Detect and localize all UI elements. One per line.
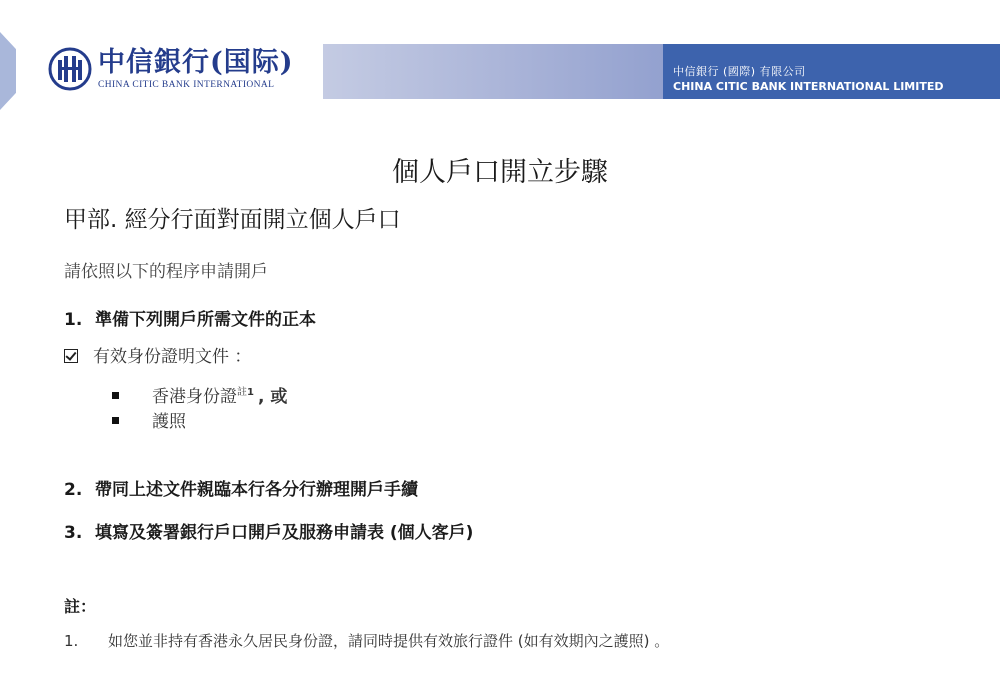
left-edge-tab [0,32,16,110]
step-number: 1. [64,310,83,330]
step-text: 帶同上述文件親臨本行各分行辦理開戶手續 [95,480,418,500]
bank-logo [48,47,294,91]
footnote-number: 1 [247,387,254,398]
step-2 [64,478,418,502]
step-1 [64,308,316,332]
step-number: 2. [64,480,83,500]
company-name-en: CHINA CITIC BANK INTERNATIONAL LIMITED [673,80,944,93]
list-item-text: 香港身份證 [152,387,237,407]
logo-chinese-name: 中信銀行(国际) [98,46,294,78]
step-text: 填寫及簽署銀行戶口開戶及服務申請表 (個人客戶) [95,523,474,543]
list-item-text: 護照 [152,412,186,432]
note-text: 如您並非持有香港永久居民身份證，請同時提供有效旅行證件 (如有效期內之護照) 。 [108,632,670,650]
step-3 [64,521,473,545]
step-text: 準備下列開戶所需文件的正本 [95,310,316,330]
list-item-suffix: , 或 [257,387,288,407]
checklist-label: 有效身份證明文件 ： [93,347,252,367]
step-number: 3. [64,523,83,543]
list-item-hkid [112,381,287,409]
page-title: 個人戶口開立步驟 [392,157,608,188]
note-item [64,630,669,652]
checklist-heading [64,345,251,369]
intro-text: 請依照以下的程序申請開戶 [64,262,268,282]
note-number: 1. [64,632,79,650]
notes-label: 註： [64,597,97,616]
checkbox-checked-icon [64,349,78,363]
bullet-icon [112,392,119,399]
header-band-light [323,44,663,99]
company-name-cn: 中信銀行 (國際) 有限公司 [673,65,806,78]
logo-english-name: CHINA CITIC BANK INTERNATIONAL [98,79,275,90]
citic-logo-icon [48,47,92,91]
section-title: 甲部. 經分行面對面開立個人戶口 [64,207,401,233]
header-band-dark [663,44,1000,99]
footnote-mark: 註 [237,387,247,398]
bullet-icon [112,417,119,424]
list-item-passport [112,410,186,434]
